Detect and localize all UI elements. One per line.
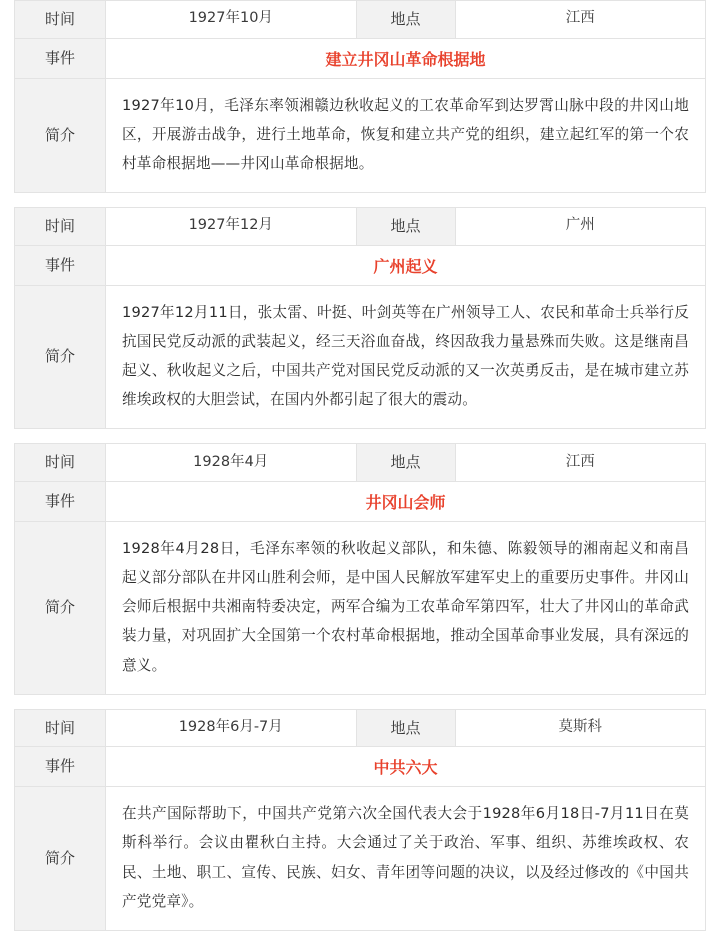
event-card xyxy=(14,207,706,429)
time-value: 1927年12月 xyxy=(188,217,273,234)
intro-label: 简介 xyxy=(15,286,106,429)
event-title: 中共六大 xyxy=(373,758,438,778)
time-value: 1927年10月 xyxy=(188,10,273,27)
time-value: 1928年6月-7月 xyxy=(178,719,283,736)
intro-text: 1928年4月28日，毛泽东率领的秋收起义部队，和朱德、陈毅领导的湘南起义和南昌起义部分部队在井冈山胜利会师，是中国人民解放军建军史上的重要历史事件。井冈山会师后根据中共湘南特委决定，两军合编为工农革命军第四军，壮大了井冈山的革命武装力量，对巩固扩大全国第一个农村革命根据地，推动全国革命事业发展，具有深远的意义。 xyxy=(122,539,689,674)
time-label: 时间 xyxy=(15,208,106,245)
intro-text: 在共产国际帮助下，中国共产党第六次全国代表大会于1928年6月18日-7月11日在莫斯科举行。会议由瞿秋白主持。大会通过了关于政治、军事、组织、苏维埃政权、农民、土地、职工、宣传、民族、妇女、青年团等问题的决议，以及经过修改的《中国共产党党章》。 xyxy=(122,805,689,910)
place-value: 江西 xyxy=(565,453,595,470)
event-label: 事件 xyxy=(15,246,106,285)
event-title: 井冈山会师 xyxy=(365,492,446,512)
event-card xyxy=(14,709,706,931)
event-row xyxy=(15,39,705,79)
event-title: 建立井冈山革命根据地 xyxy=(325,49,486,69)
place-label: 地点 xyxy=(356,208,456,245)
intro-text: 1927年10月，毛泽东率领湘赣边秋收起义的工农革命军到达罗霄山脉中段的井冈山地区，开展游击战争，进行土地革命，恢复和建立共产党的组织，建立起红军的第一个农村革命根据地——井冈山革命根据地。 xyxy=(122,96,689,172)
intro-label: 简介 xyxy=(15,79,106,193)
place-label: 地点 xyxy=(356,444,456,481)
place-value: 江西 xyxy=(565,10,595,27)
header-row xyxy=(15,710,705,748)
time-value: 1928年4月 xyxy=(193,453,269,470)
intro-text: 1927年12月11日，张太雷、叶挺、叶剑英等在广州领导工人、农民和革命士兵举行反抗国民党反动派的武装起义，经三天浴血奋战，终因敌我力量悬殊而失败。这是继南昌起义、秋收起义之后，中国共产党对国民党反动派的又一次英勇反击，是在城市建立苏维埃政权的大胆尝试，在国内外都引起了很大的震动。 xyxy=(122,303,689,409)
event-label: 事件 xyxy=(15,747,106,786)
event-row xyxy=(15,482,705,522)
place-label: 地点 xyxy=(356,1,456,38)
intro-row xyxy=(15,787,705,931)
intro-label: 简介 xyxy=(15,522,106,694)
time-label: 时间 xyxy=(15,710,106,747)
intro-row xyxy=(15,522,705,695)
intro-label: 简介 xyxy=(15,787,106,930)
event-card xyxy=(14,0,706,193)
place-label: 地点 xyxy=(356,710,456,747)
event-label: 事件 xyxy=(15,482,106,521)
time-label: 时间 xyxy=(15,1,106,38)
header-row xyxy=(15,208,705,246)
event-row xyxy=(15,747,705,787)
intro-row xyxy=(15,79,705,194)
place-value: 莫斯科 xyxy=(558,719,602,736)
place-value: 广州 xyxy=(565,217,595,234)
event-title: 广州起义 xyxy=(373,256,438,276)
event-row xyxy=(15,246,705,286)
intro-row xyxy=(15,286,705,430)
time-label: 时间 xyxy=(15,444,106,481)
header-row xyxy=(15,444,705,482)
header-row xyxy=(15,1,705,39)
event-label: 事件 xyxy=(15,39,106,78)
event-card xyxy=(14,443,706,694)
